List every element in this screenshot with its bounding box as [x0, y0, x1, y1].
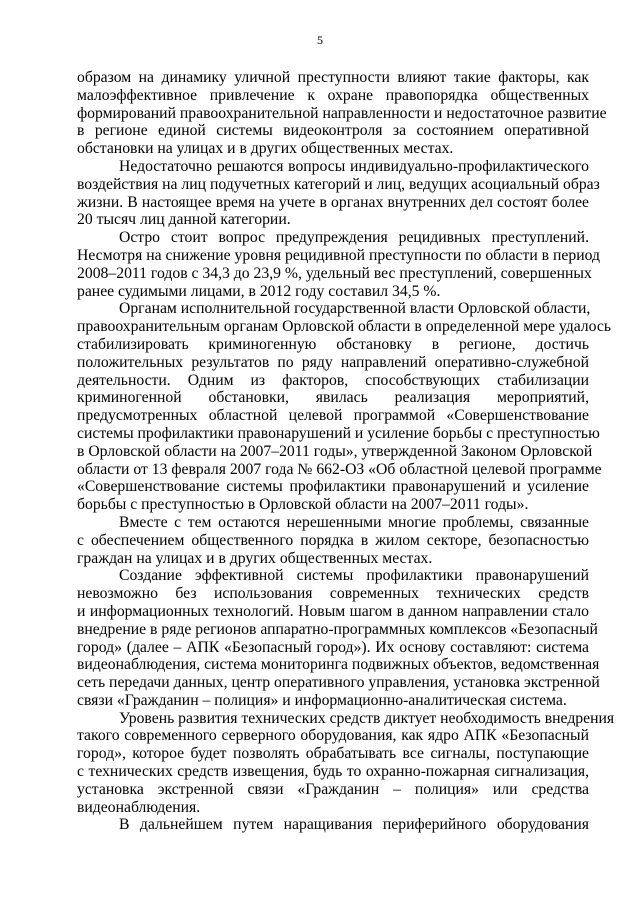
text-line: положительных результатов по ряду направлений оперативно-служебной — [77, 353, 589, 371]
text-line: Уровень развития технических средств диктует необходимость внедрения — [119, 709, 615, 727]
text-line: воздействия на лиц подучетных категорий и лиц, ведущих асоциальный образ — [77, 175, 600, 193]
text-line: в регионе единой системы видеоконтроля за состоянием оперативной — [77, 122, 589, 140]
text-line: жизни. В настоящее время на учете в органах внутренних дел состоят более — [77, 193, 589, 211]
paragraph — [77, 229, 600, 300]
text-line: 20 тысяч лиц данной категории. — [77, 211, 291, 229]
text-line: борьбы с преступностью в Орловской области на 2007–2011 годы». — [77, 496, 529, 514]
text-line: Остро стоит вопрос предупреждения рецидивных преступлений. — [119, 229, 589, 247]
text-line: и информационных технологий. Новым шагом в данном направлении стало — [77, 602, 589, 620]
text-line: город» (далее – АПК «Безопасный город»). Их основу составляют: система — [77, 638, 589, 656]
text-line: видеонаблюдения, система мониторинга подвижных объектов, ведомственная — [77, 656, 600, 674]
text-line: с технических средств извещения, будь то охранно-пожарная сигнализация, — [77, 763, 589, 781]
text-line: предусмотренных областной целевой программой «Совершенствование — [77, 407, 589, 425]
text-line: город», которое будет позволять обрабатывать все сигналы, поступающие — [77, 745, 589, 763]
page-number: 5 — [317, 33, 323, 47]
text-line: системы профилактики правонарушений и усиление борьбы с преступностью — [77, 424, 600, 442]
text-line: «Совершенствование системы профилактики правонарушений и усиление — [77, 478, 589, 496]
paragraph — [77, 709, 615, 817]
text-line: такого современного серверного оборудования, как ядро АПК «Безопасный — [77, 727, 589, 745]
text-line: малоэффективное привлечение к охране правопорядка общественных — [77, 86, 589, 104]
text-line: Создание эффективной системы профилактики правонарушений — [119, 567, 589, 585]
text-line: Несмотря на снижение уровня рецидивной преступности по области в период — [77, 246, 600, 264]
text-line: стабилизировать криминогенную обстановку в регионе, достичь — [77, 335, 589, 353]
text-line: в Орловской области на 2007–2011 годы», утвержденной Законом Орловской — [77, 442, 593, 460]
text-line: правоохранительным органам Орловской области в определенной мере удалось — [77, 318, 611, 336]
text-line: образом на динамику уличной преступности влияют такие факторы, как — [77, 69, 589, 86]
text-line: ранее судимыми лицами, в 2012 году составил 34,5 %. — [77, 282, 441, 300]
text-line: видеонаблюдения. — [77, 798, 201, 816]
text-line: связи «Гражданин – полиция» и информационно-аналитическая система. — [77, 691, 567, 709]
text-line: 2008–2011 годов с 34,3 до 23,9 %, удельный вес преступлений, совершенных — [77, 264, 592, 282]
paragraph — [77, 157, 600, 229]
document-body — [77, 69, 615, 834]
text-line: области от 13 февраля 2007 года № 662-ОЗ «Об областной целевой программе — [77, 460, 602, 478]
text-line: обстановки на улицах и в других общественных местах. — [77, 140, 454, 158]
text-line: внедрение в ряде регионов аппаратно-программных комплексов «Безопасный — [77, 620, 598, 638]
text-line: граждан на улицах и в других общественных местах. — [77, 549, 433, 567]
paragraph — [77, 816, 589, 834]
text-line: невозможно без использования современных технических средств — [77, 585, 589, 603]
paragraph — [77, 300, 611, 514]
paragraph — [77, 514, 589, 567]
text-line: Недостаточно решаются вопросы индивидуально-профилактического — [119, 157, 589, 175]
text-line: сеть передачи данных, центр оперативного управления, установка экстренной — [77, 674, 600, 692]
text-line: криминогенной обстановки, явилась реализация мероприятий, — [77, 389, 589, 407]
text-line: Вместе с тем остаются нерешенными многие проблемы, связанные — [119, 513, 589, 531]
text-line: формирований правоохранительной направленности и недостаточное развитие — [77, 104, 607, 122]
text-line: В дальнейшем путем наращивания периферийного оборудования — [119, 816, 589, 834]
text-line: установка экстренной связи «Гражданин – полиция» или средства — [77, 780, 589, 798]
text-line: Органам исполнительной государственной власти Орловской области, — [119, 300, 591, 318]
paragraph — [77, 567, 600, 709]
text-line: деятельности. Одним из факторов, способствующих стабилизации — [77, 371, 589, 389]
paragraph — [77, 69, 607, 158]
text-line: с обеспечением общественного порядка в жилом секторе, безопасностью — [77, 531, 589, 549]
